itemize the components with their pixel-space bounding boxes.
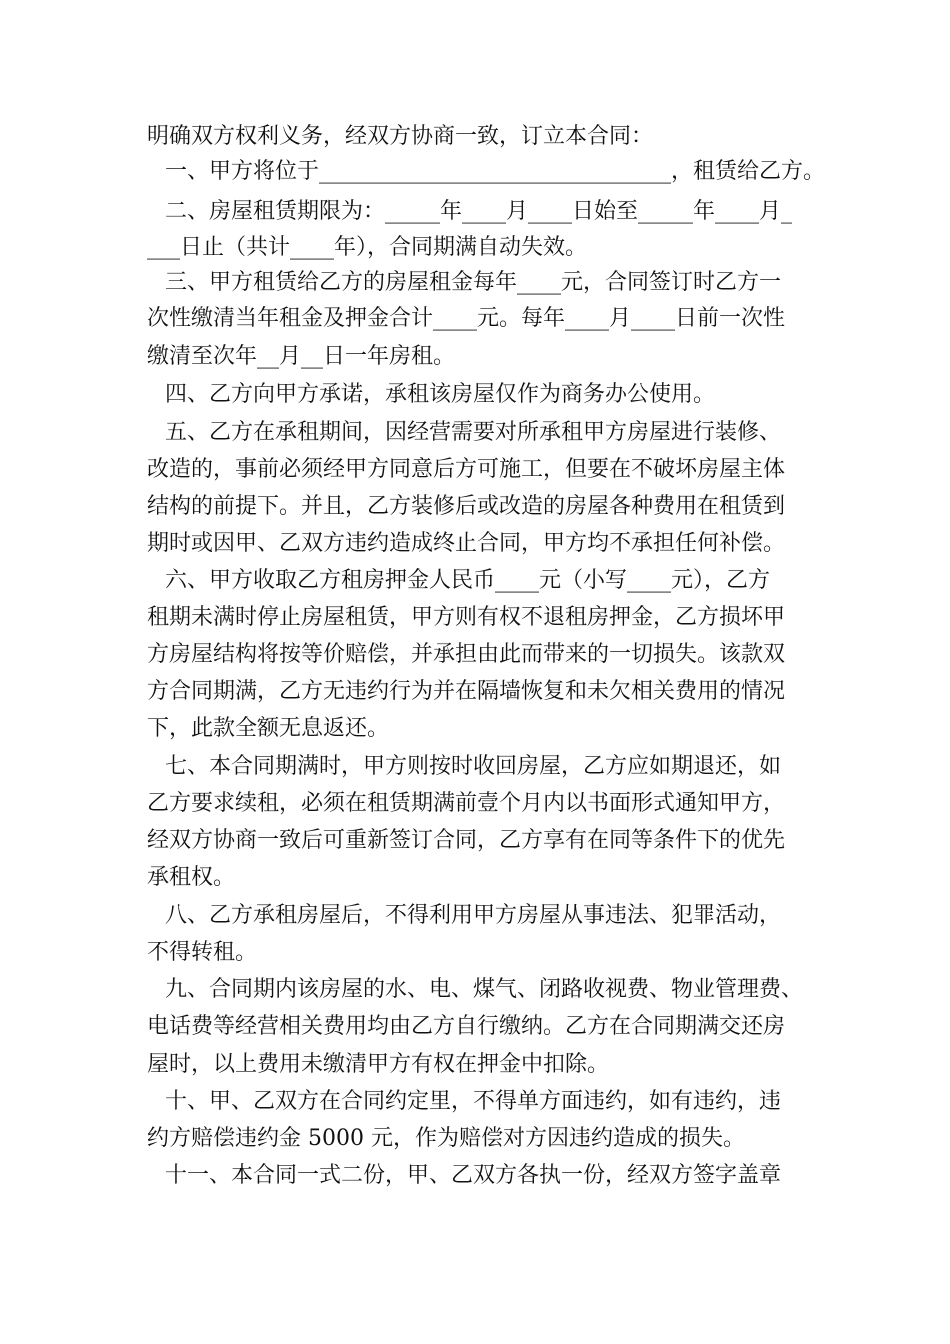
text-line: 缴清至次年__月__日一年房租。 (147, 344, 456, 369)
clause-6-line: 六、甲方收取乙方租房押金人民币____元（小写____元），乙方 (165, 568, 771, 593)
clause-1-line: 一、甲方将位于________________________________，租赁给乙方。 (165, 159, 826, 184)
clause-7-line: 七、本合同期满时，甲方则按时收回房屋，乙方应如期退还，如 (165, 754, 782, 779)
text-line: 约方赔偿违约金 5000 元，作为赔偿对方因违约造成的损失。 (147, 1126, 745, 1151)
text-line: 期时或因甲、乙双方违约造成终止合同，甲方均不承担任何补偿。 (147, 531, 786, 556)
text-line: 经双方协商一致后可重新签订合同，乙方享有在同等条件下的优先 (147, 828, 786, 853)
text-line: 屋时，以上费用未缴清甲方有权在押金中扣除。 (147, 1052, 610, 1077)
clause-4-line: 四、乙方向甲方承诺，承租该房屋仅作为商务办公使用。 (165, 382, 716, 407)
text-line: 承租权。 (147, 865, 236, 890)
text-line: 租期未满时停止房屋租赁，甲方则有权不退租房押金，乙方损坏甲 (147, 605, 786, 630)
text-line: 电话费等经营相关费用均由乙方自行缴纳。乙方在合同期满交还房 (147, 1014, 786, 1039)
text-line: 结构的前提下。并且，乙方装修后或改造的房屋各种费用在租赁到 (147, 494, 786, 519)
text-line: 不得转租。 (147, 940, 258, 965)
clause-11-line: 十一、本合同一式二份，甲、乙双方各执一份，经双方签字盖章 (165, 1163, 782, 1188)
clause-9-line: 九、合同期内该房屋的水、电、煤气、闭路收视费、物业管理费、 (165, 977, 804, 1002)
clause-2-line: 二、房屋租赁期限为：_____年____月____日始至_____年____月_ (165, 199, 793, 224)
text-line: 下，此款全额无息返还。 (147, 716, 390, 741)
text-line: 改造的，事前必须经甲方同意后方可施工，但要在不破坏房屋主体 (147, 457, 786, 482)
text-line: ___日止（共计____年），合同期满自动失效。 (147, 235, 588, 260)
text-line: 方房屋结构将按等价赔偿，并承担由此而带来的一切损失。该款双 (147, 642, 786, 667)
clause-5-line: 五、乙方在承租期间，因经营需要对所承租甲方房屋进行装修、 (165, 420, 782, 445)
text-line: 方合同期满，乙方无违约行为并在隔墙恢复和未欠相关费用的情况 (147, 679, 786, 704)
clause-3-line: 三、甲方租赁给乙方的房屋租金每年____元，合同签订时乙方一 (165, 270, 782, 295)
clause-10-line: 十、甲、乙双方在合同约定里，不得单方面违约，如有违约，违 (165, 1089, 782, 1114)
text-line: 明确双方权利义务，经双方协商一致，订立本合同： (147, 124, 654, 149)
text-line: 次性缴清当年租金及押金合计____元。每年____月____日前一次性 (147, 306, 786, 331)
clause-8-line: 八、乙方承租房屋后，不得利用甲方房屋从事违法、犯罪活动， (165, 903, 782, 928)
text-line: 乙方要求续租，必须在租赁期满前壹个月内以书面形式通知甲方， (147, 791, 786, 816)
